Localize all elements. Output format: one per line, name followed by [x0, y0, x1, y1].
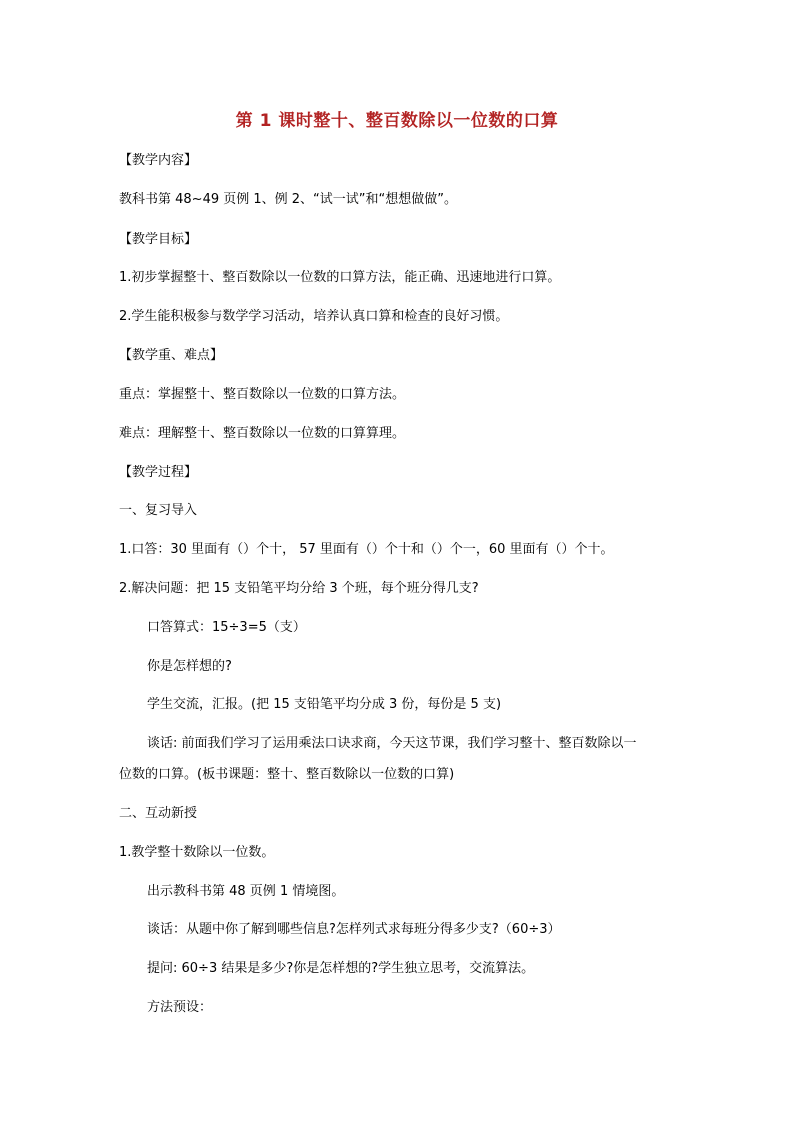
- paragraph: 口答算式：15÷3=5（支）: [147, 620, 306, 635]
- section-heading-objectives: 【教学目标】: [119, 232, 198, 247]
- paragraph: 提问: 60÷3 结果是多少?你是怎样想的?学生独立思考，交流算法。: [147, 961, 535, 976]
- paragraph: 2.学生能积极参与数学学习活动，培养认真口算和检查的良好习惯。: [119, 309, 509, 324]
- paragraph: 方法预设：: [147, 1000, 213, 1015]
- subsection-heading: 二、互动新授: [119, 806, 198, 821]
- paragraph: 重点：掌握整十、整百数除以一位数的口算方法。: [119, 387, 406, 402]
- section-heading-content: 【教学内容】: [119, 153, 198, 168]
- paragraph: 1.口答：30 里面有（）个十， 57 里面有（）个十和（）个一，60 里面有（）个十。: [119, 542, 614, 557]
- paragraph: 谈话：从题中你了解到哪些信息?怎样列式求每班分得多少支?（60÷3）: [147, 922, 561, 937]
- section-heading-key-points: 【教学重、难点】: [119, 348, 224, 363]
- paragraph: 你是怎样想的?: [147, 659, 232, 674]
- page-title: 第 1 课时整十、整百数除以一位数的口算: [235, 111, 559, 131]
- paragraph: 2.解决问题：把 15 支铅笔平均分给 3 个班，每个班分得几支?: [119, 581, 479, 596]
- subsection-heading: 一、复习导入: [119, 503, 198, 518]
- paragraph: 出示教科书第 48 页例 1 情境图。: [147, 884, 345, 899]
- paragraph: 难点：理解整十、整百数除以一位数的口算算理。: [119, 426, 406, 441]
- paragraph: 学生交流，汇报。(把 15 支铅笔平均分成 3 份，每份是 5 支): [147, 697, 502, 712]
- paragraph: 1.初步掌握整十、整百数除以一位数的口算方法，能正确、迅速地进行口算。: [119, 270, 561, 285]
- paragraph: 1.教学整十数除以一位数。: [119, 845, 275, 860]
- section-heading-process: 【教学过程】: [119, 465, 198, 480]
- paragraph: 谈话: 前面我们学习了运用乘法口诀求商，今天这节课，我们学习整十、整百数除以一: [147, 736, 637, 751]
- paragraph: 教科书第 48~49 页例 1、例 2、“试一试”和“想想做做”。: [119, 192, 457, 207]
- paragraph: 位数的口算。(板书课题：整十、整百数除以一位数的口算): [119, 767, 455, 782]
